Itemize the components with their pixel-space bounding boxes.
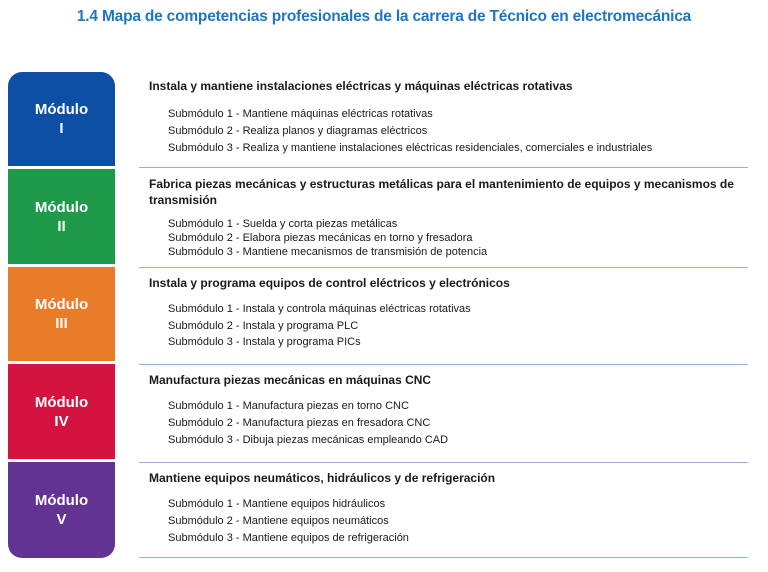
module-content-2 (139, 176, 748, 258)
submodule-item: Submódulo 3 - Realiza y mantiene instalaciones eléctricas residenciales, comerciales e industriales (168, 142, 653, 154)
module-numeral: II (57, 217, 66, 235)
module-badge-4 (8, 364, 115, 459)
submodule-item: Submódulo 3 - Dibuja piezas mecánicas empleando CAD (168, 434, 449, 446)
section-divider (139, 167, 748, 168)
module-heading: Instala y mantiene instalaciones eléctricas y máquinas eléctricas rotativas (149, 79, 573, 93)
submodule-item: Submódulo 1 - Instala y controla máquinas eléctricas rotativas (168, 303, 471, 315)
submodule-item: Submódulo 2 - Manufactura piezas en fresadora CNC (168, 417, 431, 429)
module-word: Módulo (34, 198, 89, 216)
module-heading: Fabrica piezas mecánicas y estructuras metálicas para el mantenimiento de equipos y mecanismos de transmisión (149, 177, 734, 207)
section-divider (139, 364, 748, 365)
module-content-4 (139, 372, 748, 446)
submodule-item: Submódulo 1 - Mantiene máquinas eléctricas rotativas (168, 108, 433, 120)
module-badge-3 (8, 267, 115, 361)
module-numeral: III (55, 315, 68, 332)
module-badge-1 (8, 72, 115, 166)
submodule-item: Submódulo 3 - Mantiene mecanismos de transmisión de potencia (168, 246, 488, 258)
submodule-item: Submódulo 2 - Realiza planos y diagramas eléctricos (168, 125, 428, 137)
section-divider (139, 557, 748, 558)
module-content-5 (139, 470, 748, 544)
submodule-item: Submódulo 1 - Mantiene equipos hidráulicos (168, 498, 386, 510)
module-word: Módulo (34, 296, 89, 313)
submodule-item: Submódulo 1 - Manufactura piezas en torno CNC (168, 400, 409, 412)
module-content-3 (139, 275, 748, 348)
module-content-1 (139, 78, 748, 154)
module-badge-5 (8, 462, 115, 558)
module-word: Módulo (34, 393, 89, 411)
module-word: Módulo (34, 101, 89, 118)
module-heading: Mantiene equipos neumáticos, hidráulicos y de refrigeración (149, 471, 496, 485)
section-divider (139, 267, 748, 268)
submodule-item: Submódulo 3 - Instala y programa PICs (168, 336, 361, 348)
module-heading: Manufactura piezas mecánicas en máquinas CNC (149, 373, 432, 387)
module-word: Módulo (34, 492, 89, 509)
submodule-item: Submódulo 3 - Mantiene equipos de refrigeración (168, 532, 409, 544)
module-badge-2 (8, 169, 115, 264)
module-numeral: V (56, 511, 67, 528)
section-divider (139, 462, 748, 463)
module-numeral: I (59, 120, 64, 137)
module-numeral: IV (54, 412, 69, 430)
module-heading: Instala y programa equipos de control eléctricos y electrónicos (149, 276, 510, 290)
submodule-item: Submódulo 2 - Elabora piezas mecánicas en torno y fresadora (168, 232, 473, 244)
page-title: 1.4 Mapa de competencias profesionales de la carrera de Técnico en electromecánica (76, 8, 692, 25)
submodule-item: Submódulo 2 - Instala y programa PLC (168, 320, 359, 332)
submodule-item: Submódulo 1 - Suelda y corta piezas metálicas (168, 218, 398, 230)
submodule-item: Submódulo 2 - Mantiene equipos neumáticos (168, 515, 389, 527)
